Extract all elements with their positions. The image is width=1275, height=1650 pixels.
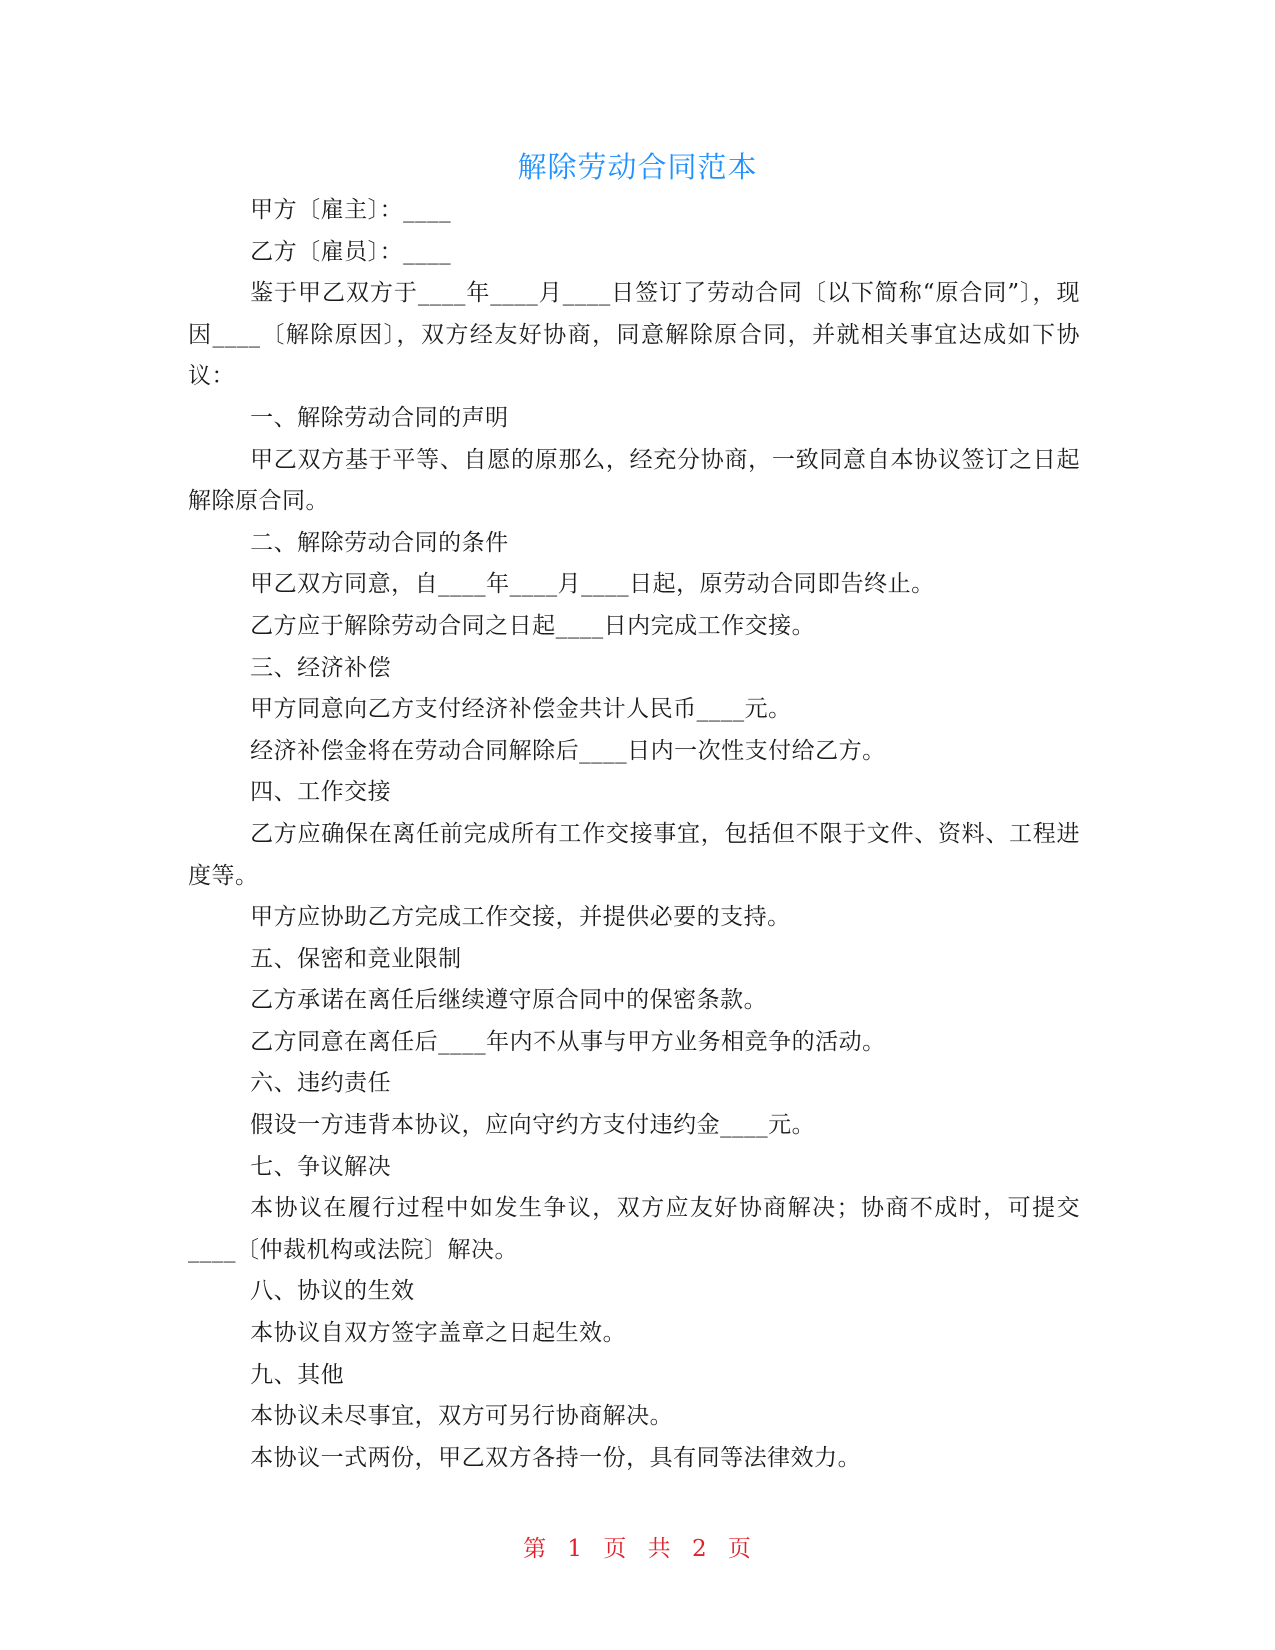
section-heading: 八、协议的生效 <box>250 1278 415 1305</box>
clause-paragraph: 甲乙双方基于平等、自愿的原那么，经充分协商，一致同意自本协议签订之日起解除原合同。 <box>188 446 1080 515</box>
section-heading: 六、违约责任 <box>250 1070 392 1097</box>
clause-paragraph: 乙方同意在离任后____年内不从事与甲方业务相竞争的活动。 <box>250 1028 886 1055</box>
clause-paragraph: 乙方应于解除劳动合同之日起____日内完成工作交接。 <box>250 612 816 639</box>
party-b-line: 乙方〔雇员〕：____ <box>250 238 452 265</box>
footer-page-label: 第 <box>523 1536 548 1562</box>
clause-paragraph: 乙方应确保在离任前完成所有工作交接事宜，包括但不限于文件、资料、工程进度等。 <box>188 820 1080 889</box>
clause-paragraph: 本协议自双方签字盖章之日起生效。 <box>250 1320 627 1347</box>
preamble-paragraph: 鉴于甲乙双方于____年____月____日签订了劳动合同〔以下简称“原合同”〕，现因____〔解除原因〕，双方经友好协商，同意解除原合同，并就相关事宜达成如下协议： <box>188 280 1080 390</box>
document-body <box>188 190 1080 1479</box>
document-title: 解除劳动合同范本 <box>517 150 758 184</box>
clause-paragraph: 本协议一式两份，甲乙双方各持一份，具有同等法律效力。 <box>250 1444 862 1471</box>
clause-paragraph: 假设一方违背本协议，应向守约方支付违约金____元。 <box>250 1112 816 1139</box>
section-heading: 二、解除劳动合同的条件 <box>250 529 509 556</box>
footer-total-unit: 页 <box>727 1536 752 1562</box>
clause-paragraph: 甲乙双方同意，自____年____月____日起，原劳动合同即告终止。 <box>250 571 935 598</box>
clause-paragraph: 本协议未尽事宜，双方可另行协商解决。 <box>250 1403 674 1430</box>
page-footer <box>0 1533 1275 1565</box>
clause-paragraph: 乙方承诺在离任后继续遵守原合同中的保密条款。 <box>250 987 768 1014</box>
footer-total-label: 共 <box>647 1536 672 1562</box>
clause-paragraph: 甲方应协助乙方完成工作交接，并提供必要的支持。 <box>250 904 791 931</box>
footer-page-unit: 页 <box>603 1536 628 1562</box>
footer-current-page: 1 <box>567 1536 584 1562</box>
clause-paragraph: 经济补偿金将在劳动合同解除后____日内一次性支付给乙方。 <box>250 737 886 764</box>
section-heading: 五、保密和竞业限制 <box>250 945 462 972</box>
clause-paragraph: 甲方同意向乙方支付经济补偿金共计人民币____元。 <box>250 696 792 723</box>
section-heading: 九、其他 <box>250 1361 345 1388</box>
footer-total-pages: 2 <box>691 1536 708 1562</box>
section-heading: 一、解除劳动合同的声明 <box>250 404 509 431</box>
section-heading: 三、经济补偿 <box>250 654 392 681</box>
section-heading: 七、争议解决 <box>250 1153 392 1180</box>
party-a-line: 甲方〔雇主〕：____ <box>250 197 452 223</box>
section-heading: 四、工作交接 <box>250 779 392 806</box>
clause-paragraph: 本协议在履行过程中如发生争议，双方应友好协商解决；协商不成时，可提交____〔仲裁机构或法院〕解决。 <box>188 1195 1080 1263</box>
